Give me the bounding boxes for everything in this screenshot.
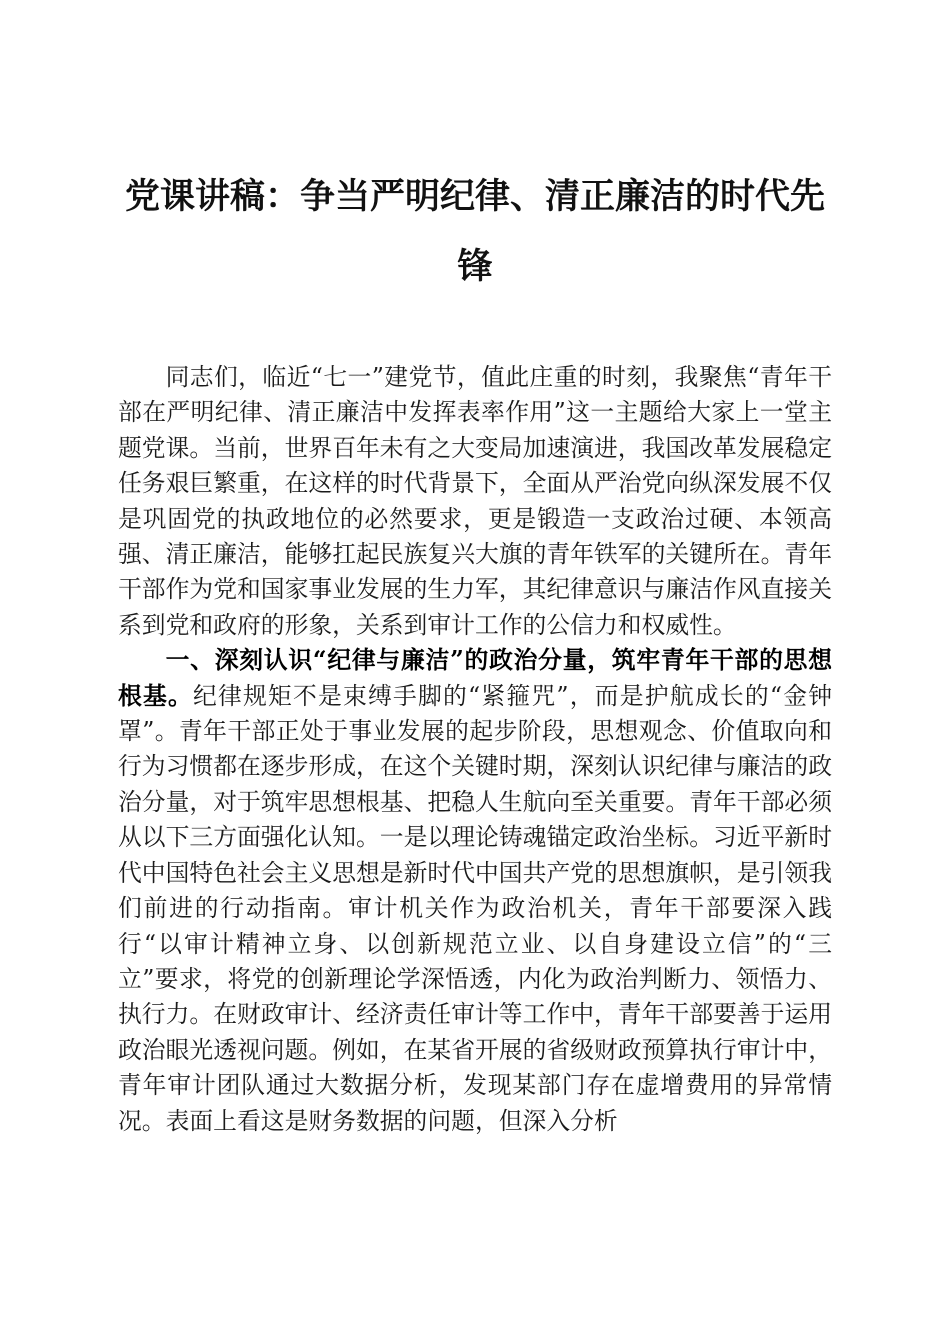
- paragraph-intro-text: 同志们，临近“七一”建党节，值此庄重的时刻，我聚焦“青年干部在严明纪律、清正廉洁中发挥表率作用”这一主题给大家上一堂主题党课。当前，世界百年未有之大变局加速演进，我国改革发展稳定任务艰巨繁重，在这样的时代背景下，全面从严治党向纵深发展不仅是巩固党的执政地位的必然要求，更是锻造一支政治过硬、本领高强、清正廉洁，能够扛起民族复兴大旗的青年铁军的关键所在。青年干部作为党和国家事业发展的生力军，其纪律意识与廉洁作风直接关系到党和政府的形象，关系到审计工作的公信力和权威性。: [118, 363, 832, 639]
- paragraph-section-one: [118, 643, 832, 1139]
- section-one-text: 纪律规矩不是束缚手脚的“紧箍咒”，而是护航成长的“金钟罩”。青年干部正处于事业发展的起步阶段，思想观念、价值取向和行为习惯都在逐步形成，在这个关键时期，深刻认识纪律与廉洁的政治分量，对于筑牢思想根基、把稳人生航向至关重要。青年干部必须从以下三方面强化认知。一是以理论铸魂锚定政治坐标。习近平新时代中国特色社会主义思想是新时代中国共产党的思想旗帜，是引领我们前进的行动指南。审计机关作为政治机关，青年干部要深入践行“以审计精神立身、以创新规范立业、以自身建设立信”的“三立”要求，将党的创新理论学深悟透，内化为政治判断力、领悟力、执行力。在财政审计、经济责任审计等工作中，青年干部要善于运用政治眼光透视问题。例如，在某省开展的省级财政预算执行审计中，青年审计团队通过大数据分析，发现某部门存在虚增费用的异常情况。表面上看这是财务数据的问题，但深入分析: [118, 681, 833, 1135]
- document-body: [118, 360, 832, 1139]
- paragraph-intro: [118, 360, 832, 643]
- document-title: 党课讲稿：争当严明纪律、清正廉洁的时代先锋: [124, 176, 825, 287]
- section-one-heading: 一、深刻认识“纪律与廉洁”的政治分量，筑牢青年干部的思想根基。: [118, 646, 832, 710]
